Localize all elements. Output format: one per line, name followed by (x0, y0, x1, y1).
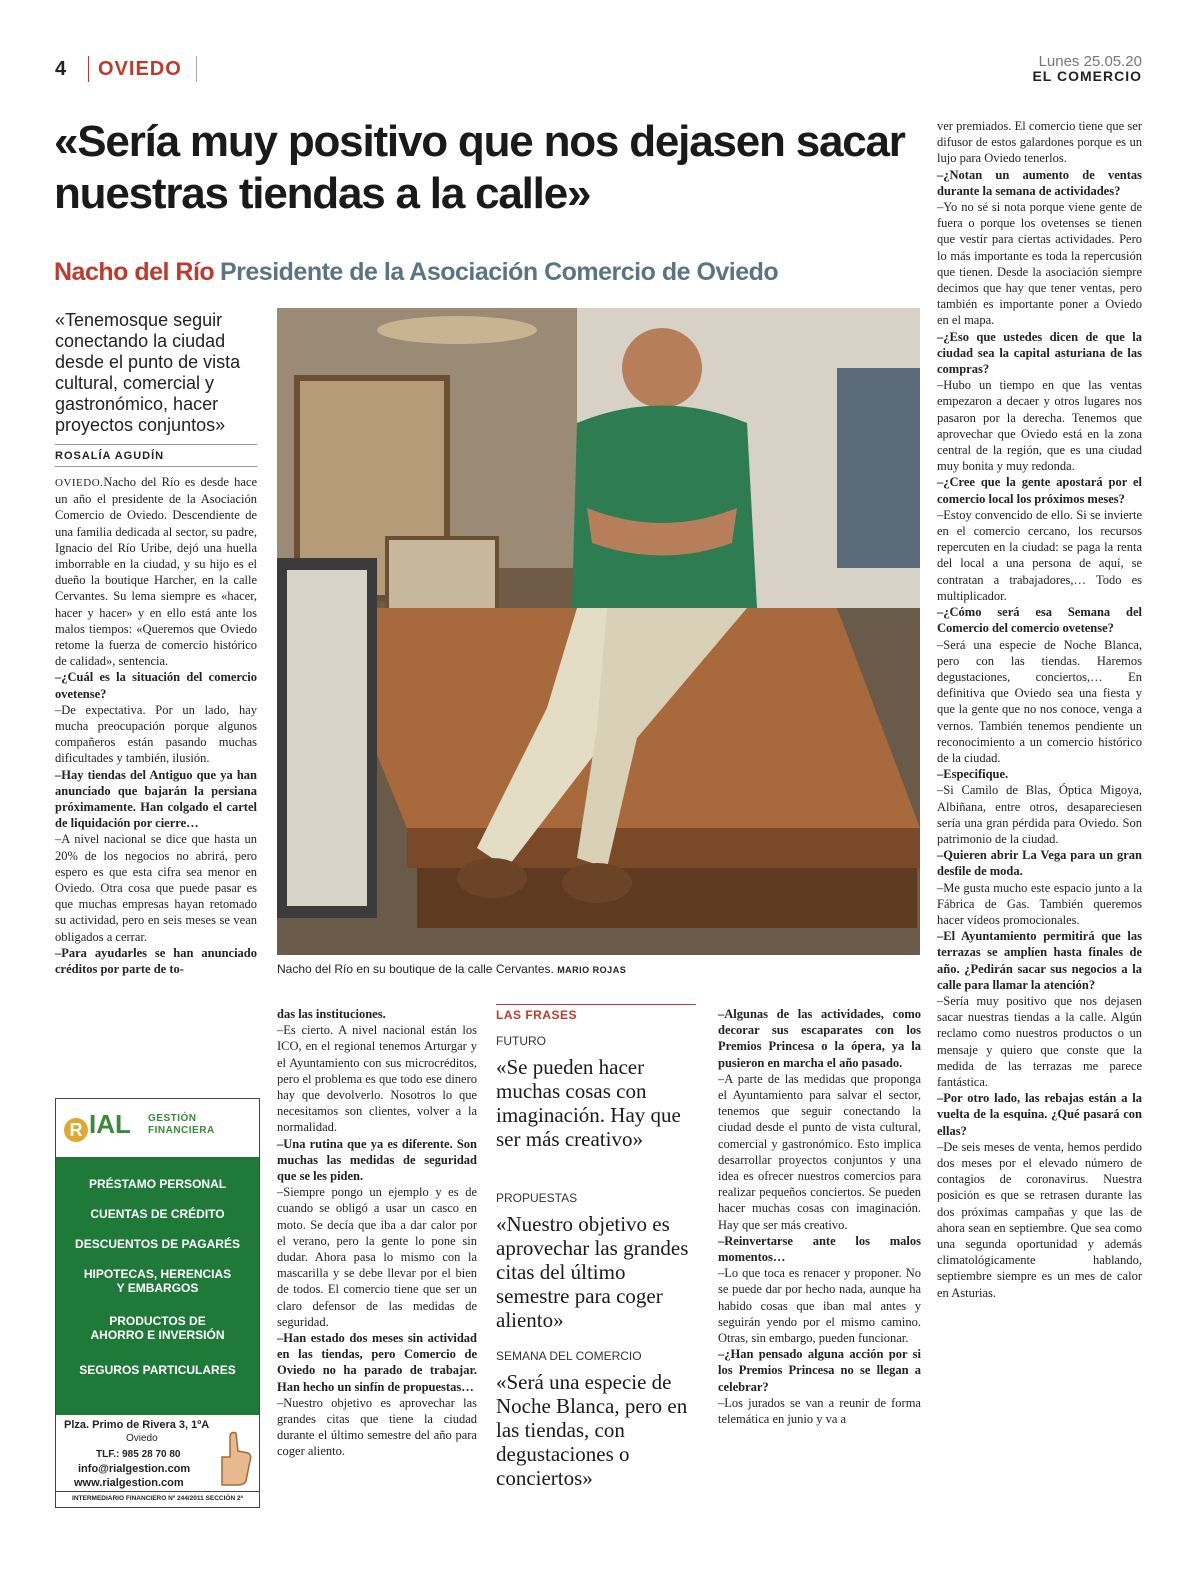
question: –¿Cómo será esa Semana del Comercio del comercio ovetense? (937, 605, 1142, 636)
frase-quote: «Nuestro objetivo es aprovechar las grandes citas del último semestre para coger aliento» (496, 1212, 689, 1332)
advertisement[interactable] (55, 1098, 260, 1508)
photo-credit: MARIO ROJAS (557, 965, 627, 975)
article-photo (277, 308, 920, 955)
pull-quote: «Tenemosque seguir conectando la ciudad desde el punto de vista cultural, comercial y gastronómico, hacer proyectos conjuntos» (55, 310, 241, 435)
ad-service: SEGUROS PARTICULARES (79, 1363, 236, 1377)
answer: –Me gusta mucho este espacio junto a la Fábrica de Gas. También queremos hacer vídeos promocionales. (937, 880, 1142, 927)
question: –¿Cree que la gente apostará por el comercio local los próximos meses? (937, 475, 1142, 506)
article-column-1 (55, 474, 257, 977)
ad-logo-circle-icon: R (64, 1118, 88, 1142)
answer: –Hubo un tiempo en que las ventas empezaron a decaer y otros lugares nos pasaron por la derecha. Tenemos que aprovechar que Oviedo está en la zona central de la región, que es una ciudad muy bonita y muy redonda. (937, 378, 1142, 474)
frases-title: LAS FRASES (496, 1008, 578, 1022)
question: –¿Notan un aumento de ventas durante la semana de actividades? (937, 167, 1142, 198)
question: –Una rutina que ya es diferente. Son muchas las medidas de seguridad que se les piden. (277, 1136, 477, 1184)
answer: –Sería muy positivo que nos dejasen sacar nuestras tiendas a la calle. Algún reclamo como nuestros productos o un mensaje y quiero que conste que la medida de las terrazas me parece fantástica. (937, 993, 1142, 1089)
question: –Algunas de las actividades, como decorar sus escaparates con los Premios Princesa o la ópera, ya la pusieron en marcha el año pasado. (718, 1007, 921, 1070)
answer: –Los jurados se van a reunir de forma telemática en junio y va a (718, 1395, 921, 1427)
divider (55, 444, 257, 445)
newspaper-name: EL COMERCIO (1032, 68, 1142, 84)
question: –Reinvertarse ante los malos momentos… (718, 1233, 921, 1265)
ad-email[interactable]: info@rialgestion.com (78, 1463, 191, 1475)
answer: –Yo no sé si nota porque viene gente de fuera o porque los ovetenses se tienen que vestir para ciertas actividades. Pero lo más importante es toda la repercusión que tienen. Desde la asociación siempre decimos que hay que tener ventas, pero también es importante poner a Oviedo en el mapa. (937, 200, 1142, 328)
question: –Especifique. (937, 767, 1009, 782)
ad-city: Oviedo (126, 1433, 158, 1444)
section-name: OVIEDO (98, 58, 182, 80)
question: –Han estado dos meses sin actividad en las tiendas, pero Comercio de Oviedo no ha parado de trabajar. Han hecho un sinfín de propuestas… (277, 1331, 477, 1394)
article-column-4 (718, 1006, 921, 1427)
photo-caption: Nacho del Río en su boutique de la calle Cervantes. MARIO ROJAS (277, 962, 627, 976)
dateline: OVIEDO. (55, 477, 104, 489)
frases-divider (496, 1004, 696, 1005)
ad-service: HIPOTECAS, HERENCIAS Y EMBARGOS (83, 1267, 232, 1295)
answer: –Estoy convencido de ello. Si se invierte en el comercio cercano, los recursos repercuten en la ciudad: se paga la renta del local a una persona de aquí, se contratan a trabajadores,… Todo es multiplicador. (937, 507, 1142, 603)
frase-quote: «Se pueden hacer muchas cosas con imaginación. Hay que ser más creativo» (496, 1055, 681, 1151)
answer: –A parte de las medidas que proponga el Ayuntamiento para salvar el sector, tenemos que seguir conectando la ciudad desde el punto de vista cultural, comercial y gastronómico. Esto implica desarrollar proyectos conjuntos y una idea es ofrecer nuestros comercios para realizar pequeños conciertos. Se pueden hacer muchas cosas con imaginación. Hay que ser más creativo. (718, 1071, 921, 1232)
article-column-2 (277, 1006, 477, 1460)
interviewee-role: Presidente de la Asociación Comercio de Oviedo (220, 258, 779, 286)
ad-service: PRÉSTAMO PERSONAL (88, 1177, 227, 1191)
question: –Para ayudarles se han anunciado créditos por parte de to- (55, 945, 257, 977)
ad-website[interactable]: www.rialgestion.com (74, 1477, 184, 1489)
answer: –Será una especie de Noche Blanca, pero con las tiendas. Haremos degustaciones, conciertos,… En definitiva que Oviedo sea una fiesta y que la gente que no nos conoce, venga a vernos. También tenemos pendiente un reconocimiento a un comercio histórico de la ciudad. (937, 637, 1142, 765)
thumbs-up-icon (216, 1431, 252, 1487)
section-divider (88, 56, 89, 82)
answer: –Nuestro objetivo es aprovechar las grandes citas que tiene la ciudad durante el último semestre del año para coger aliento. (277, 1395, 477, 1459)
ad-service: CUENTAS DE CRÉDITO (90, 1207, 225, 1221)
answer: –Siempre pongo un ejemplo y es de cuando se obligó a usar un casco en moto. Se decía que iba a dar calor por el verano, pero la gente lo pone sin dudar. Ahora pasa lo mismo con la mascarilla y se debe llevar por el bien de todos. El comercio tiene que ser un claro defensor de las medidas de seguridad. (277, 1185, 477, 1329)
frase-label: PROPUESTAS (496, 1191, 578, 1205)
answer: –De expectativa. Por un lado, hay mucha preocupación porque algunos compañeros están pasando muchas dificultades y también, ilusión. (55, 702, 257, 766)
question: –¿Han pensado alguna acción por si los Premios Princesa no se llegan a celebrar? (718, 1347, 921, 1394)
answer: –De seis meses de venta, hemos perdido dos meses por el elevado número de contagios de coronavirus. Nuestra posición es que se retrasen durante las dos próximas campañas y que las de ahora sean en septiembre. Que sea como una segunda oportunidad y además climatológicamente hablando, septiembre siempre es un mes de calor en Asturias. (937, 1139, 1142, 1300)
answer: –Lo que toca es renacer y proponer. No se puede dar por hecho nada, aunque ha habido cosas que iban mal antes y seguirán yendo por el mismo camino. Otras, sin embargo, pueden funcionar. (718, 1266, 921, 1346)
article-intro: OVIEDO.Nacho del Río es desde hace un año el presidente de la Asociación Comercio de Oviedo. Descendiente de una familia dedicada al sector, su padre, Ignacio del Río Uribe, dejó una huella imborrable en la ciudad, y su hijo es el dueño la boutique Harcher, en la calle Cervantes. Su lema siempre es «hacer, hacer y hacer» y en ello está ante los malos tiempos: «Queremos que Oviedo retome la fuerza de comercio histórico de calidad», sentencia. (55, 475, 257, 669)
author-name: ROSALÍA AGUDÍN (55, 450, 165, 462)
frase-label: FUTURO (496, 1034, 546, 1048)
ad-services-panel (56, 1157, 259, 1415)
ad-legal-footer: INTERMEDIARIO FINANCIERO Nº 244/2011 SECCIÓN 2ª (56, 1491, 259, 1502)
headline: «Sería muy positivo que nos dejasen sacar nuestras tiendas a la calle» (54, 117, 905, 218)
question: –¿Eso que ustedes dicen de que la ciudad sea la capital asturiana de las compras? (937, 329, 1142, 377)
answer: –Es cierto. A nivel nacional están los ICO, en el regional tenemos Arturgar y el Ayuntamiento con sus microcréditos, pero el problema es que todo ese dinero hay que devolverlo. Nosotros lo que necesitamos son clientes, volver a la normalidad. (277, 1023, 477, 1135)
article-column-5 (937, 118, 1142, 1301)
ad-address: Plza. Primo de Rivera 3, 1ºA (64, 1419, 210, 1431)
ad-phone: TLF.: 985 28 70 80 (96, 1449, 181, 1460)
ad-service: PRODUCTOS DE AHORRO E INVERSIÓN (90, 1314, 225, 1342)
ad-brand-logo: R IAL (64, 1109, 131, 1142)
answer: –A nivel nacional se dice que hasta un 20% de los negocios no abrirá, pero espero es que esta cifra sea menor en Oviedo. Otra cosa que puede pasar es que muchas empresas hayan retomado su actividad, pero en seis meses se vean obligados a cerrar. (55, 832, 257, 944)
question: –¿Cuál es la situación del comercio ovetense? (55, 670, 257, 701)
frase-quote: «Será una especie de Noche Blanca, pero en las tiendas, con degustaciones o conciertos» (496, 1370, 688, 1490)
divider (55, 466, 257, 467)
ad-brand-subtitle: GESTIÓN FINANCIERA (148, 1113, 215, 1136)
interviewee-name: Nacho del Río (54, 258, 215, 286)
question: –El Ayuntamiento permitirá que las terrazas se amplíen hasta finales de año. ¿Pedirán sacar sus negocios a la calle para llamar la atención? (937, 929, 1142, 992)
issue-date: Lunes 25.05.20 (1038, 53, 1142, 70)
question: –Hay tiendas del Antiguo que ya han anunciado que bajarán la persiana próximamente. Han colgado el cartel de liquidación por cierre… (55, 767, 257, 831)
shop-interior-photo (277, 308, 920, 955)
ad-service: DESCUENTOS DE PAGARÉS (75, 1237, 240, 1251)
section-divider (196, 56, 197, 82)
question: –Por otro lado, las rebajas están a la vuelta de la esquina. ¿Qué pasará con ellas? (937, 1091, 1142, 1138)
answer: –Si Camilo de Blas, Óptica Migoya, Albiñana, entre otros, desapareciesen sería una gran pérdida para Oviedo. Son patrimonio de la ciudad. (937, 783, 1142, 846)
answer: ver premiados. El comercio tiene que ser difusor de estos galardones porque es un lujo para Oviedo tenerlos. (937, 119, 1142, 166)
question: –Quieren abrir La Vega para un gran desfile de moda. (937, 848, 1142, 879)
question: das las instituciones. (277, 1007, 386, 1021)
frase-label: SEMANA DEL COMERCIO (496, 1349, 642, 1363)
page-number: 4 (55, 58, 67, 80)
